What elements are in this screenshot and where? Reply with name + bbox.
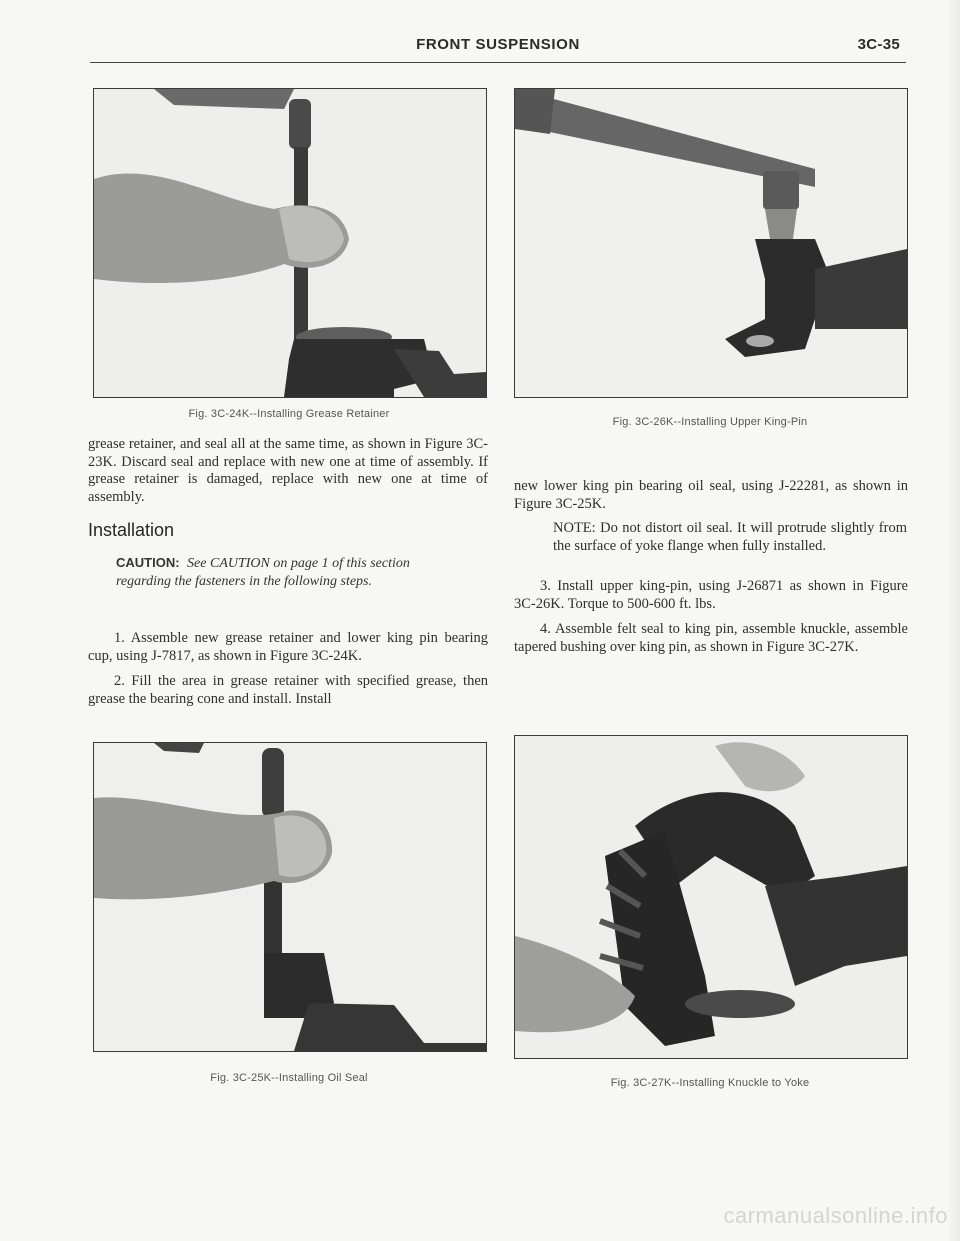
upper-king-pin-photo	[515, 89, 907, 397]
step-3: 3. Install upper king-pin, using J-26871 as shown in Figure 3C-26K. Torque to 500-600 ft. lbs.	[514, 578, 908, 612]
caution-block	[116, 554, 454, 590]
oil-seal-photo	[94, 743, 486, 1051]
page-number: 3C-35	[857, 36, 900, 53]
continuation-text: new lower king pin bearing oil seal, using J-22281, as shown in Figure 3C-25K.	[514, 478, 908, 512]
caution-text: See CAUTION on page 1 of this section regarding the fasteners in the following steps.	[116, 556, 410, 589]
step-2: 2. Fill the area in grease retainer with specified grease, then grease the bearing cone and install. Install	[88, 673, 488, 707]
steps-left	[88, 630, 488, 716]
watermark: carmanualsonline.info	[723, 1203, 948, 1228]
header-rule	[90, 62, 906, 63]
step-1: 1. Assemble new grease retainer and lower king pin bearing cup, using J-7817, as shown in Figure 3C-24K.	[88, 630, 488, 664]
steps-right	[514, 578, 908, 664]
figure-caption: Fig. 3C-27K--Installing Knuckle to Yoke	[610, 1077, 810, 1089]
figure-caption: Fig. 3C-26K--Installing Upper King-Pin	[612, 416, 808, 428]
installation-heading: Installation	[88, 520, 175, 540]
section-title: FRONT SUSPENSION	[416, 36, 580, 53]
figure-installing-upper-king-pin	[514, 88, 908, 398]
page-header	[90, 34, 906, 64]
grease-retainer-photo	[94, 89, 486, 397]
continuation-paragraph	[514, 478, 908, 521]
step-4: 4. Assemble felt seal to king pin, assemble knuckle, assemble tapered bushing over king pin, as shown in Figure 3C-27K.	[514, 621, 908, 655]
note-block: NOTE: Do not distort oil seal. It will protrude slightly from the surface of yoke flange when fully installed.	[553, 520, 907, 554]
figure-installing-grease-retainer	[93, 88, 487, 398]
intro-text: grease retainer, and seal all at the same time, as shown in Figure 3C-23K. Discard seal and replace with new one at time of assembly. If grease retainer is damaged, replace with new one at time of assembly.	[88, 436, 488, 505]
figure-caption: Fig. 3C-24K--Installing Grease Retainer	[188, 408, 390, 420]
page-edge	[948, 0, 960, 1241]
intro-paragraph	[88, 436, 488, 514]
knuckle-to-yoke-photo	[515, 736, 907, 1058]
figure-installing-oil-seal	[93, 742, 487, 1052]
figure-installing-knuckle-to-yoke	[514, 735, 908, 1059]
figure-caption: Fig. 3C-25K--Installing Oil Seal	[210, 1072, 368, 1084]
caution-label: CAUTION:	[116, 555, 180, 570]
